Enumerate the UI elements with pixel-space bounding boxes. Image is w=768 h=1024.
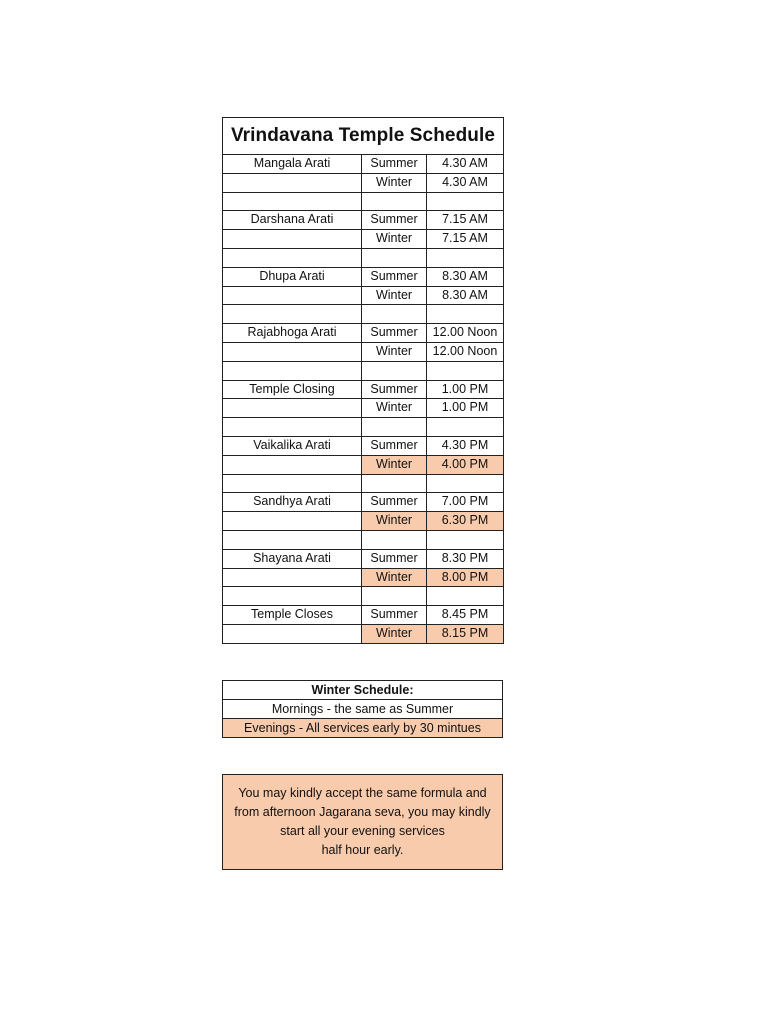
service-time: 12.00 Noon [427,342,504,361]
service-name: Mangala Arati [223,155,362,174]
table-row [223,455,504,474]
table-row [223,211,504,230]
service-time: 7.15 AM [427,211,504,230]
spacer-row [223,530,504,549]
season-label: Winter [362,512,427,531]
empty-cell [223,455,362,474]
note-line: half hour early. [321,843,404,857]
empty-cell [427,305,504,324]
empty-cell [223,474,362,493]
table-row [223,436,504,455]
spacer-row [223,248,504,267]
empty-cell [223,530,362,549]
empty-cell [223,568,362,587]
empty-cell [427,418,504,437]
note-box [222,774,503,870]
service-time: 4.00 PM [427,455,504,474]
service-time: 4.30 AM [427,173,504,192]
service-time: 7.00 PM [427,493,504,512]
service-time: 8.30 PM [427,549,504,568]
season-label: Summer [362,436,427,455]
table-row [223,342,504,361]
empty-cell [427,530,504,549]
empty-cell [362,192,427,211]
note-line: start all your evening services [280,824,445,838]
spacer-row [223,361,504,380]
empty-cell [362,305,427,324]
table-row [223,173,504,192]
service-name: Sandhya Arati [223,493,362,512]
spacer-row [223,474,504,493]
empty-cell [427,248,504,267]
winter-schedule-evenings: Evenings - All services early by 30 mintues [223,719,503,738]
service-time: 4.30 AM [427,155,504,174]
season-label: Winter [362,568,427,587]
service-time: 12.00 Noon [427,324,504,343]
winter-schedule-heading: Winter Schedule: [223,681,503,700]
empty-cell [223,305,362,324]
spacer-row [223,587,504,606]
service-name: Vaikalika Arati [223,436,362,455]
table-row [223,512,504,531]
season-label: Winter [362,624,427,643]
table-row [223,606,504,625]
empty-cell [362,418,427,437]
season-label: Winter [362,455,427,474]
note-line: You may kindly accept the same formula and [238,786,487,800]
table-row [223,267,504,286]
empty-cell [362,248,427,267]
service-time: 1.00 PM [427,399,504,418]
empty-cell [223,512,362,531]
schedule-body [223,155,504,644]
empty-cell [223,230,362,249]
service-time: 8.30 AM [427,286,504,305]
empty-cell [362,474,427,493]
service-name: Temple Closing [223,380,362,399]
service-time: 8.15 PM [427,624,504,643]
service-time: 8.30 AM [427,267,504,286]
winter-schedule-mornings: Mornings - the same as Summer [223,700,503,719]
table-row [223,568,504,587]
empty-cell [223,418,362,437]
service-name: Rajabhoga Arati [223,324,362,343]
season-label: Winter [362,286,427,305]
season-label: Summer [362,380,427,399]
season-label: Summer [362,211,427,230]
service-time: 1.00 PM [427,380,504,399]
table-row [223,230,504,249]
empty-cell [223,173,362,192]
season-label: Winter [362,342,427,361]
table-row [223,493,504,512]
schedule-title: Vrindavana Temple Schedule [223,118,504,155]
season-label: Summer [362,606,427,625]
service-time: 8.45 PM [427,606,504,625]
empty-cell [223,587,362,606]
empty-cell [362,587,427,606]
empty-cell [223,286,362,305]
empty-cell [223,192,362,211]
season-label: Winter [362,230,427,249]
empty-cell [223,624,362,643]
table-row [223,380,504,399]
table-row [223,549,504,568]
empty-cell [427,474,504,493]
table-row [223,324,504,343]
empty-cell [223,399,362,418]
season-label: Summer [362,324,427,343]
table-row [223,624,504,643]
season-label: Winter [362,399,427,418]
service-name: Darshana Arati [223,211,362,230]
season-label: Winter [362,173,427,192]
table-row [223,399,504,418]
season-label: Summer [362,549,427,568]
winter-schedule-box [222,680,503,738]
service-name: Shayana Arati [223,549,362,568]
season-label: Summer [362,267,427,286]
empty-cell [223,248,362,267]
spacer-row [223,305,504,324]
service-time: 4.30 PM [427,436,504,455]
empty-cell [223,361,362,380]
service-time: 7.15 AM [427,230,504,249]
season-label: Summer [362,155,427,174]
empty-cell [362,530,427,549]
service-time: 8.00 PM [427,568,504,587]
empty-cell [223,342,362,361]
empty-cell [362,361,427,380]
season-label: Summer [362,493,427,512]
service-name: Dhupa Arati [223,267,362,286]
table-row [223,155,504,174]
table-row [223,286,504,305]
empty-cell [427,587,504,606]
service-name: Temple Closes [223,606,362,625]
empty-cell [427,192,504,211]
empty-cell [427,361,504,380]
service-time: 6.30 PM [427,512,504,531]
spacer-row [223,418,504,437]
note-line: from afternoon Jagarana seva, you may kindly [234,805,491,819]
spacer-row [223,192,504,211]
schedule-table [222,117,504,644]
